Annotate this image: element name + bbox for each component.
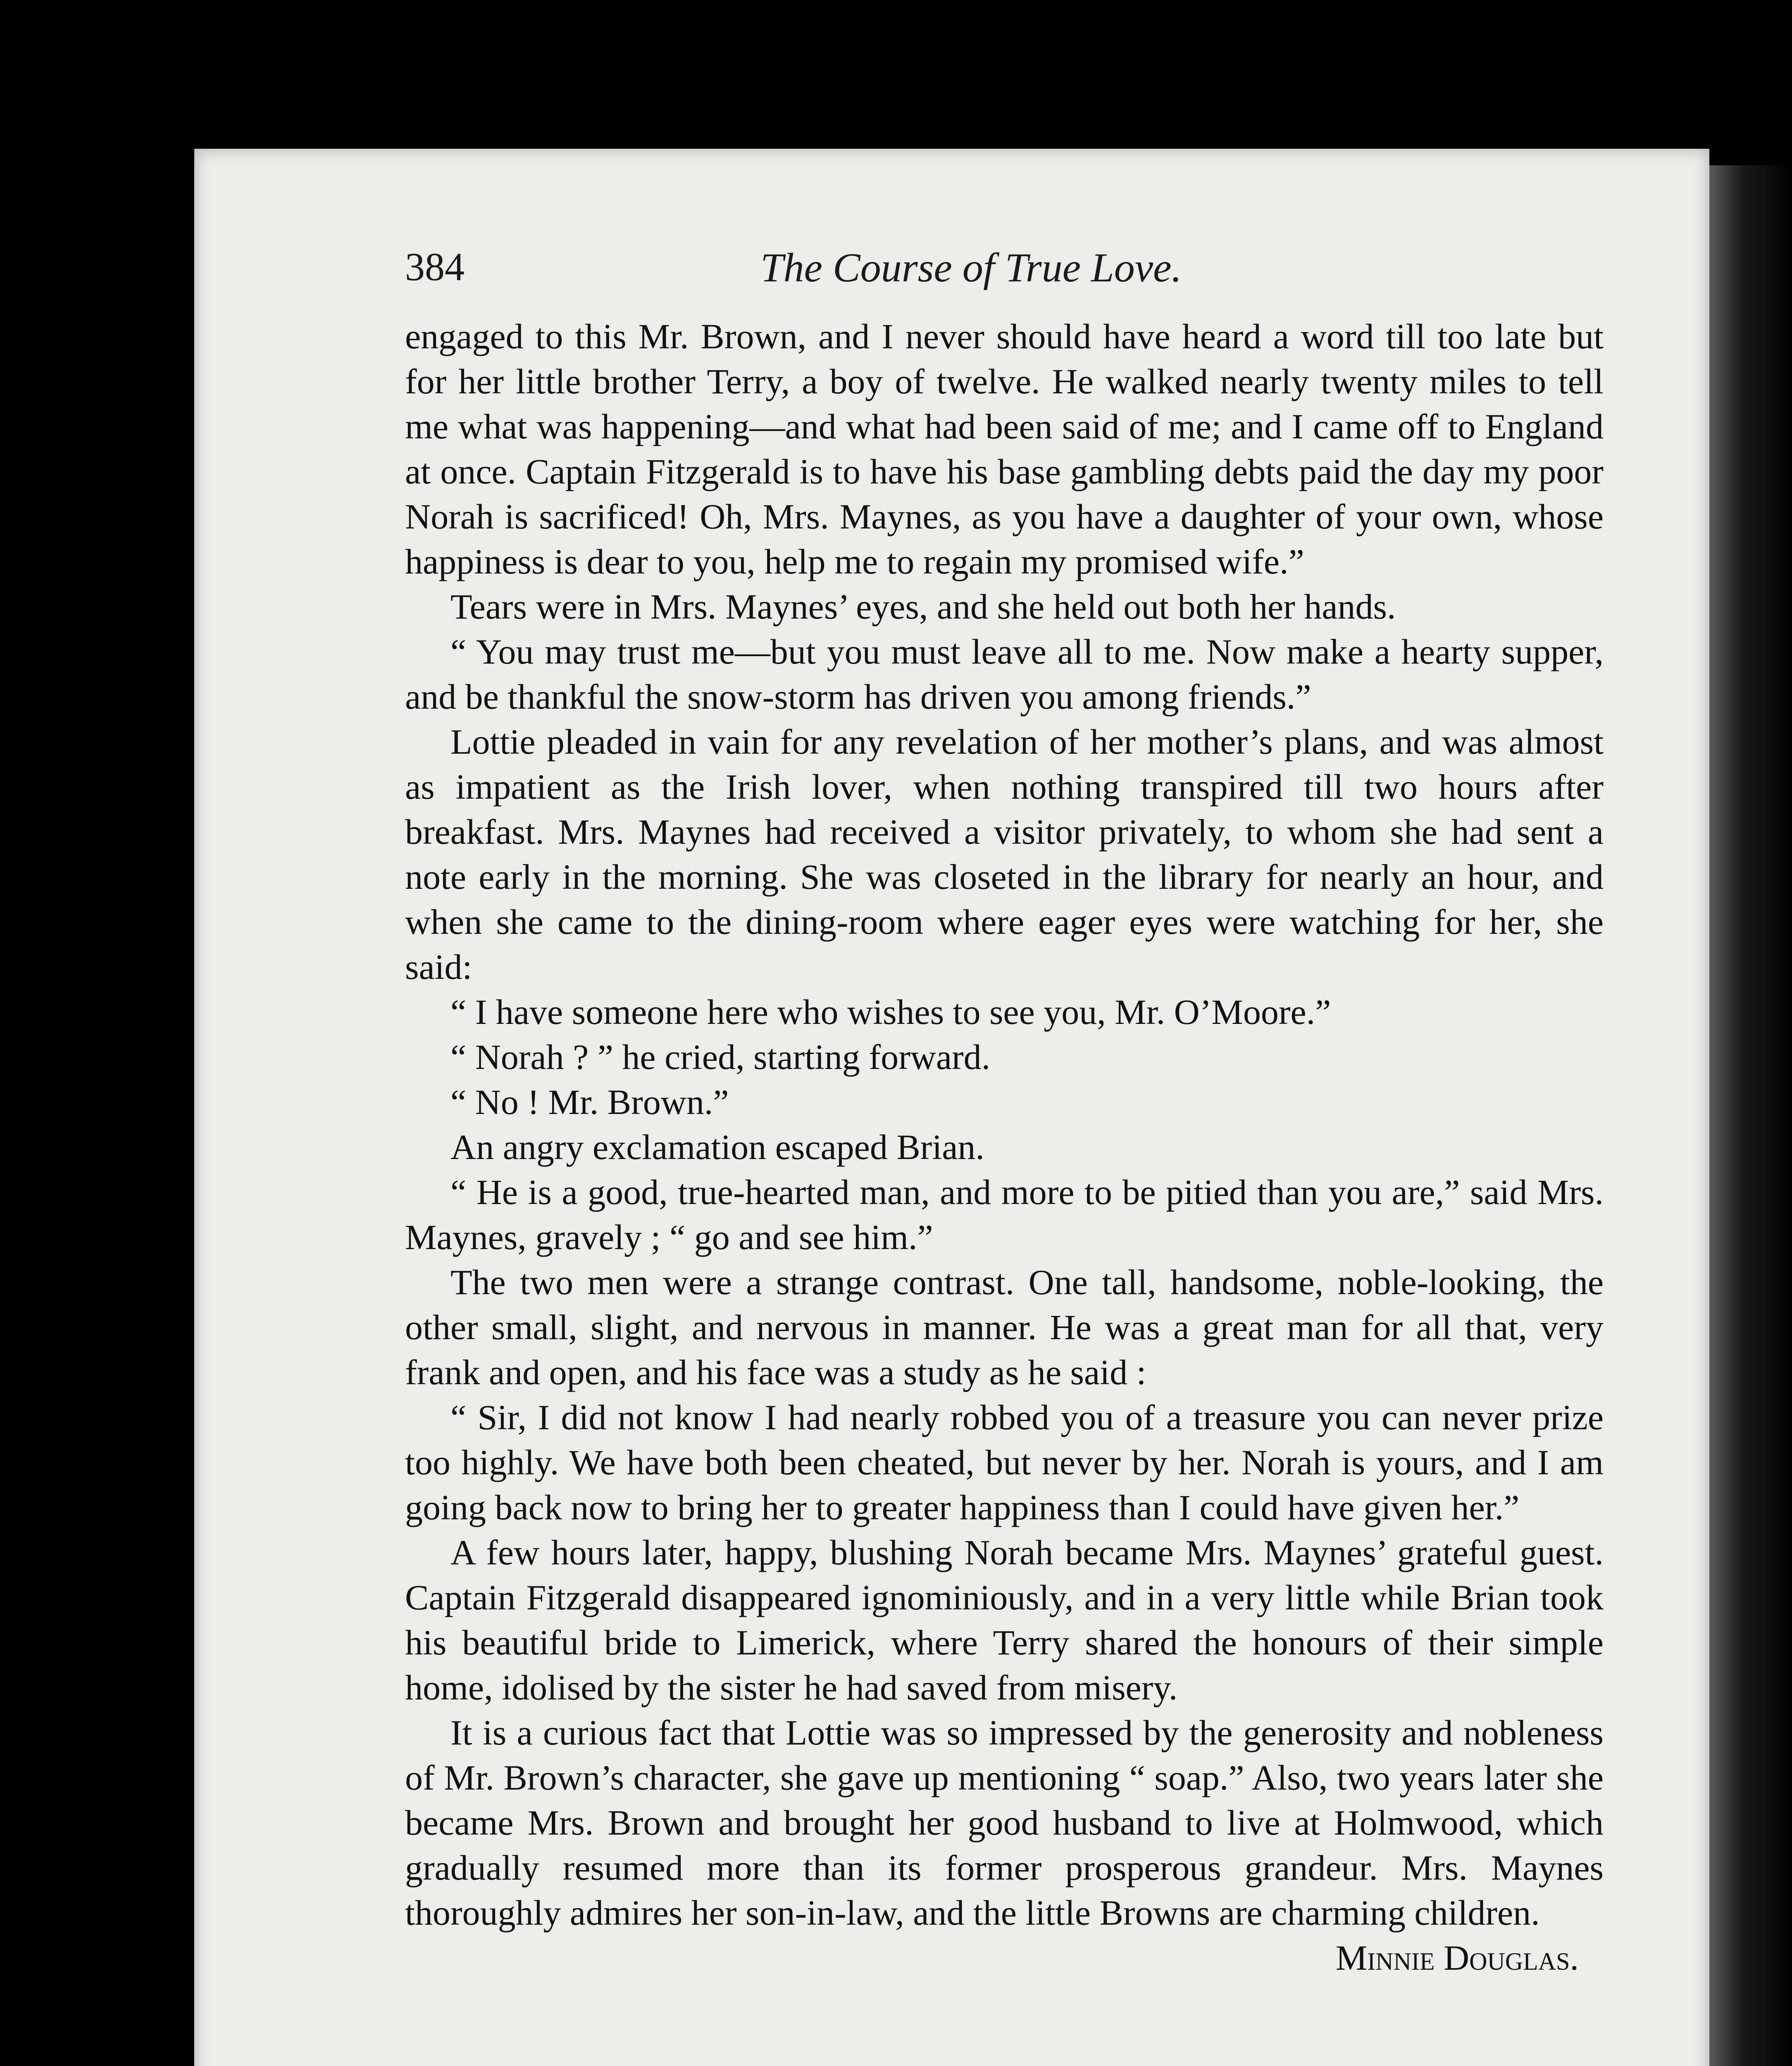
paragraph: “ No ! Mr. Brown.” bbox=[450, 1082, 729, 1122]
page-gutter bbox=[1709, 165, 1792, 2066]
author-signature: Minnie Douglas. bbox=[1335, 1938, 1579, 1978]
paragraph: “ Norah ? ” he cried, starting forward. bbox=[450, 1037, 991, 1077]
paragraph: Tears were in Mrs. Maynes’ eyes, and she held out both her hands. bbox=[450, 587, 1396, 626]
page-header bbox=[405, 244, 1604, 302]
paragraph: Lottie pleaded in vain for any revelation of her mother’s plans, and was almost as impatient as the Irish lover, when nothing transpired till two hours after breakfast. Mrs. Maynes had received a visitor privately, to whom she had sent a note early in the morning. She was closeted in the library for nearly an hour, and when she came to the dining-room where eager eyes were watching for her, she said: bbox=[405, 722, 1604, 987]
page-number: 384 bbox=[405, 245, 465, 289]
paragraph: It is a curious fact that Lottie was so impressed by the generosity and nobleness of Mr. Brown’s character, she gave up mentioning “ soap.” Also, two years later she became Mrs. Brown and brought her good husband to live at Holmwood, which gradually resumed more than its former prosperous grandeur. Mrs. Maynes thoroughly admires her son-in-law, and the little Browns are charming children. bbox=[405, 1713, 1604, 1933]
running-title: The Course of True Love. bbox=[760, 245, 1182, 290]
paragraph: “ I have someone here who wishes to see you, Mr. O’Moore.” bbox=[450, 992, 1331, 1032]
paragraph: engaged to this Mr. Brown, and I never should have heard a word till too late but for her little brother Terry, a boy of twelve. He walked nearly twenty miles to tell me what was happening—and what had been said of me; and I came off to England at once. Captain Fitzgerald is to have his base gambling debts paid the day my poor Norah is sacrificed! Oh, Mrs. Maynes, as you have a daughter of your own, whose happiness is dear to you, help me to regain my promised wife.” bbox=[405, 317, 1604, 581]
paragraph: “ He is a good, true-hearted man, and more to be pitied than you are,” said Mrs. Maynes, gravely ; “ go and see him.” bbox=[405, 1172, 1604, 1257]
paragraph: The two men were a strange contrast. One tall, handsome, noble-looking, the other small, slight, and nervous in manner. He was a great man for all that, very frank and open, and his face was a study as he said : bbox=[405, 1262, 1604, 1392]
paragraph: “ You may trust me—but you must leave all to me. Now make a hearty supper, and be thankful the snow-storm has driven you among friends.” bbox=[405, 632, 1604, 716]
paragraph: A few hours later, happy, blushing Norah became Mrs. Maynes’ grateful guest. Captain Fitzgerald disappeared ignominiously, and in a very little while Brian took his beautiful bride to Limerick, where Terry shared the honours of their simple home, idolised by the sister he had saved from misery. bbox=[405, 1533, 1604, 1707]
paragraph: “ Sir, I did not know I had nearly robbed you of a treasure you can never prize too highly. We have both been cheated, but never by her. Norah is yours, and I am going back now to bring her to greater happiness than I could have given her.” bbox=[405, 1397, 1604, 1527]
paragraph: An angry exclamation escaped Brian. bbox=[450, 1127, 984, 1167]
body-text bbox=[405, 314, 1604, 1980]
